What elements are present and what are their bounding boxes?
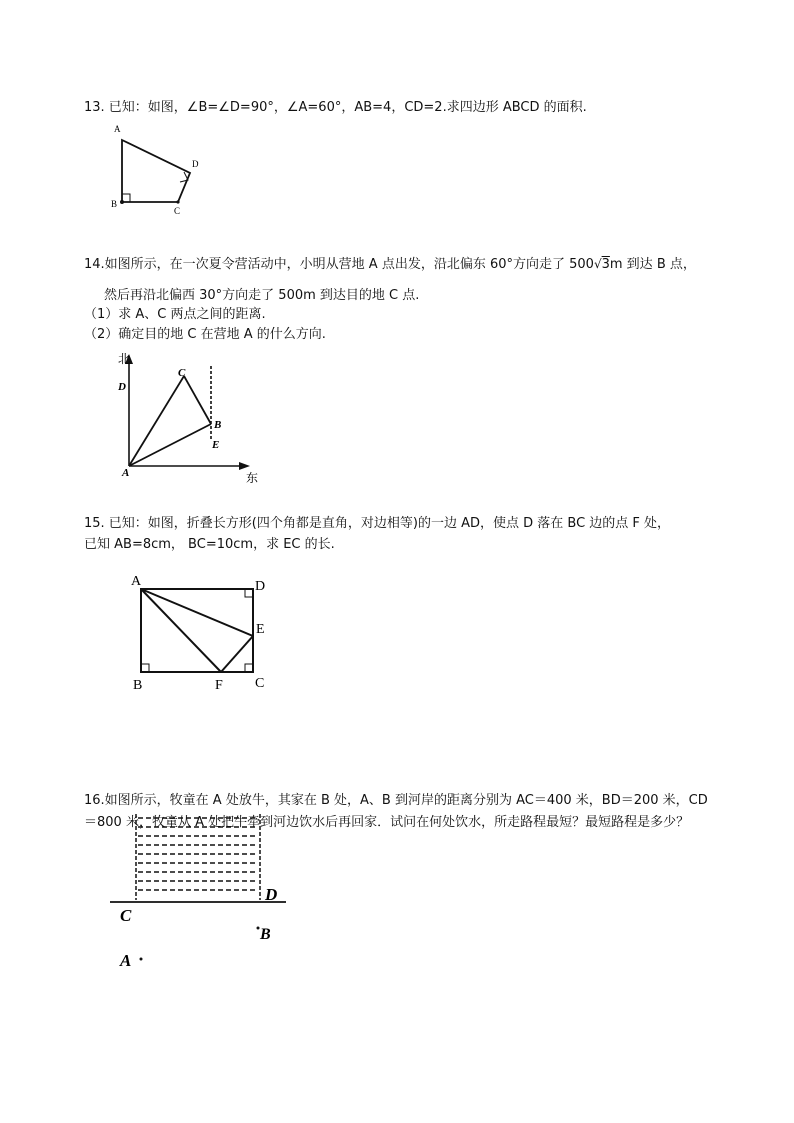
q15-label-d: D xyxy=(255,579,266,594)
q15-label-c: C xyxy=(255,676,265,691)
q13-label-c: C xyxy=(174,206,181,216)
q14-label-d: D xyxy=(118,381,126,393)
q16-label-c: C xyxy=(120,906,132,925)
q14-label-east: 东 xyxy=(246,471,259,485)
q16-line-1: 16.如图所示，牧童在 A 处放牛，其家在 B 处，A、B 到河岸的距离分别为 AC＝400 米，BD＝200 米，CD xyxy=(84,793,708,808)
q14-direction-figure xyxy=(110,348,270,488)
q15-line-2: 已知 AB=8cm， BC=10cm，求 EC 的长. xyxy=(84,537,335,552)
q14-line1-root: 3 xyxy=(601,257,610,272)
q15-label-f: F xyxy=(215,678,223,693)
q16-line-2: ＝800 米，牧童从 A 处把牛牵到河边饮水后再回家．试问在何处饮水，所走路程最短？最短路程是多少？ xyxy=(84,815,690,830)
q16-river-figure xyxy=(108,808,298,978)
q13-label-a: A xyxy=(114,124,121,134)
q13-quadrilateral-figure xyxy=(104,118,214,218)
q15-rectangle-figure xyxy=(125,570,285,695)
q14-label-e: E xyxy=(212,439,220,451)
q14-line-2: 然后再沿北偏西 30°方向走了 500m 到达目的地 C 点. xyxy=(104,288,420,303)
q13-label-d: D xyxy=(192,159,199,169)
q14-line1-pre: 14.如图所示，在一次夏令营活动中，小明从营地 A 点出发，沿北偏东 60°方向走了 500 xyxy=(84,257,594,272)
q14-label-north: 北 xyxy=(118,352,131,366)
q15-label-a: A xyxy=(131,574,142,589)
q14-label-c: C xyxy=(178,367,186,379)
q14-label-a: A xyxy=(122,467,130,479)
q16-label-d: D xyxy=(265,885,278,904)
q14-line-1: 14.如图所示，在一次夏令营活动中，小明从营地 A 点出发，沿北偏东 60°方向走了 500√3m 到达 B 点， xyxy=(84,257,696,272)
q14-subquestion-2: （2）确定目的地 C 在营地 A 的什么方向. xyxy=(84,327,326,342)
q15-label-b: B xyxy=(133,678,143,693)
q16-label-b: B xyxy=(260,926,271,943)
q15-line-1: 15. 已知：如图，折叠长方形(四个角都是直角，对边相等)的一边 AD，使点 D 落在 BC 边的点 F 处， xyxy=(84,516,671,531)
q15-label-e: E xyxy=(256,622,265,637)
q13-label-b: B xyxy=(111,199,118,209)
q14-subquestion-1: （1）求 A、C 两点之间的距离. xyxy=(84,307,266,322)
q14-line1-post: m 到达 B 点， xyxy=(609,257,696,272)
q16-label-a: A xyxy=(120,951,132,970)
q13-text: 13. 已知：如图，∠B=∠D=90°，∠A=60°，AB=4，CD=2.求四边形 ABCD 的面积. xyxy=(84,100,587,115)
q14-label-b: B xyxy=(214,419,222,431)
